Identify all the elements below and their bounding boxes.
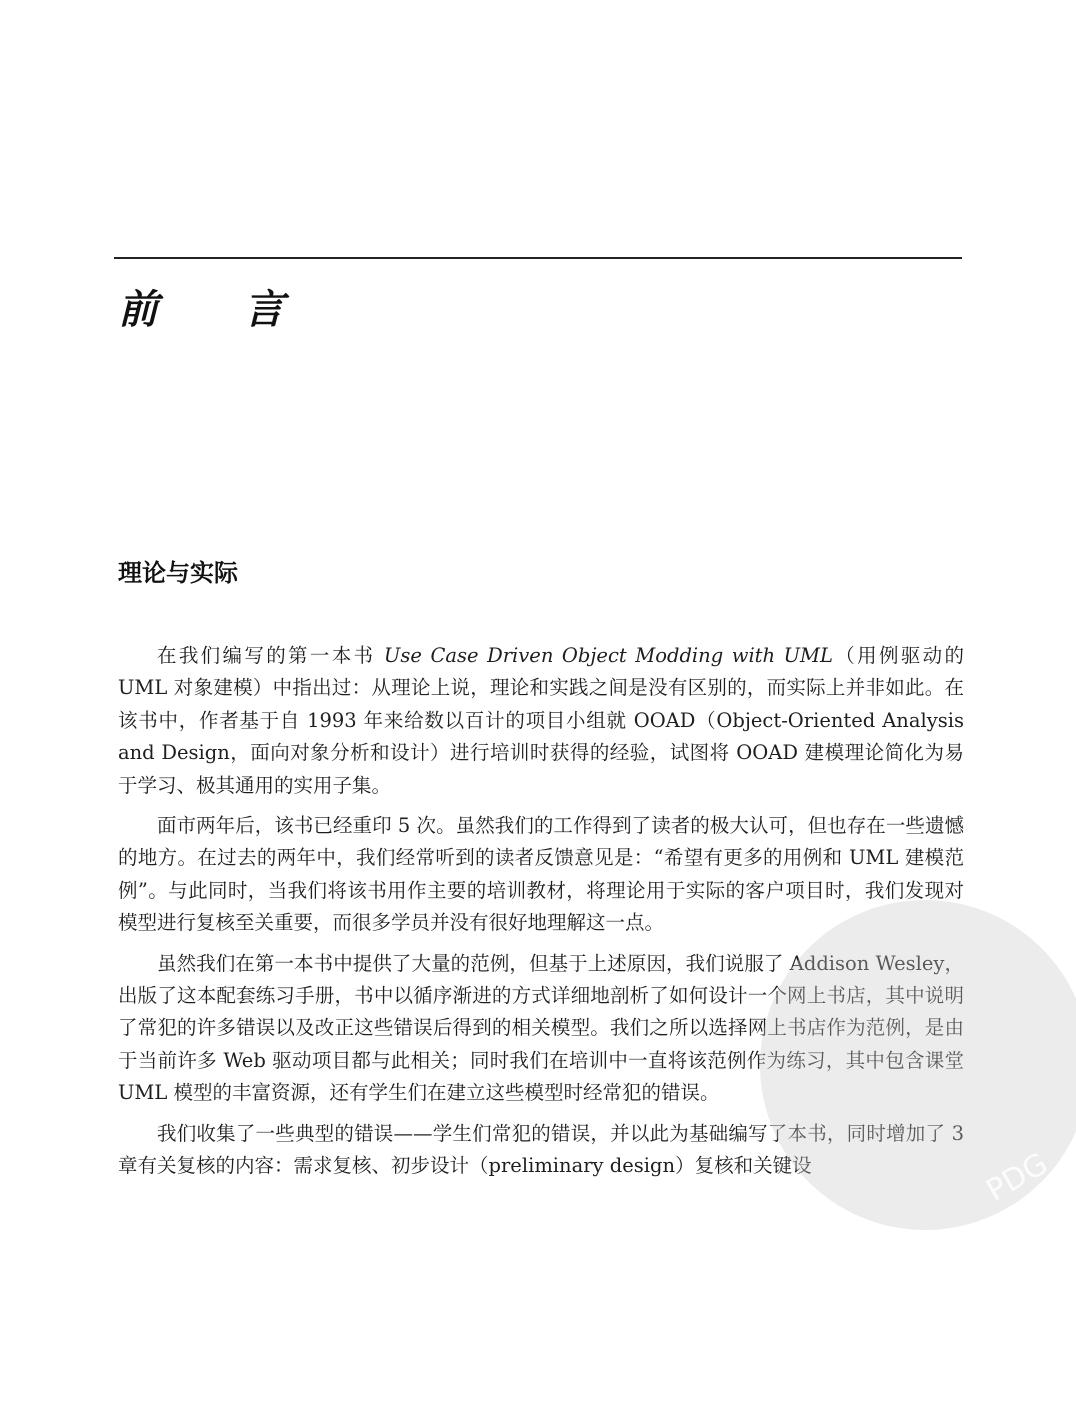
paragraph-1 [118, 640, 964, 802]
paragraph-4: 我们收集了一些典型的错误——学生们常犯的错误，并以此为基础编写了本书，同时增加了 3 章有关复核的内容：需求复核、初步设计（preliminary design）复核和关键设 [118, 1121, 964, 1178]
book-title: Use Case Driven Object Modding with UML [383, 644, 833, 667]
paragraph-3: 虽然我们在第一本书中提供了大量的范例，但基于上述原因，我们说服了 Addison Wesley，出版了这本配套练习手册，书中以循序渐进的方式详细地剖析了如何设计一个网上书店，其中说明了常犯的许多错误以及改正这些错误后得到的相关模型。我们之所以选择网上书店作为范例，是由于当前许多 Web 驱动项目都与此相关；同时我们在培训中一直将该范例作为练习，其中包含课堂 UML 模型的丰富资源，还有学生们在建立这些模型时经常犯的错误。 [118, 951, 964, 1105]
paragraph-1-post: （用例驱动的 UML 对象建模）中指出过：从理论上说，理论和实践之间是没有区别的，而实际上并非如此。在该书中，作者基于自 1993 年来给数以百计的项目小组就 OOAD（Object-Oriented Analysis and Design，面向对象分析和设计）进行培训时获得的经验，试图将 OOAD 建模理论简化为易于学习、极其通用的实用子集。 [118, 644, 964, 797]
paragraph-2: 面市两年后，该书已经重印 5 次。虽然我们的工作得到了读者的极大认可，但也存在一些遗憾的地方。在过去的两年中，我们经常听到的读者反馈意见是：“希望有更多的用例和 UML 建模范例”。与此同时，当我们将该书用作主要的培训教材，将理论用于实际的客户项目时，我们发现对模型进行复核至关重要，而很多学员并没有很好地理解这一点。 [118, 814, 964, 935]
paragraph-1-pre: 在我们编写的第一本书 [157, 644, 384, 667]
chapter-title: 前 言 [118, 286, 320, 333]
watermark-text: PDG [980, 1146, 1054, 1209]
section-heading: 理论与实际 [118, 559, 238, 587]
title-rule [114, 257, 962, 259]
